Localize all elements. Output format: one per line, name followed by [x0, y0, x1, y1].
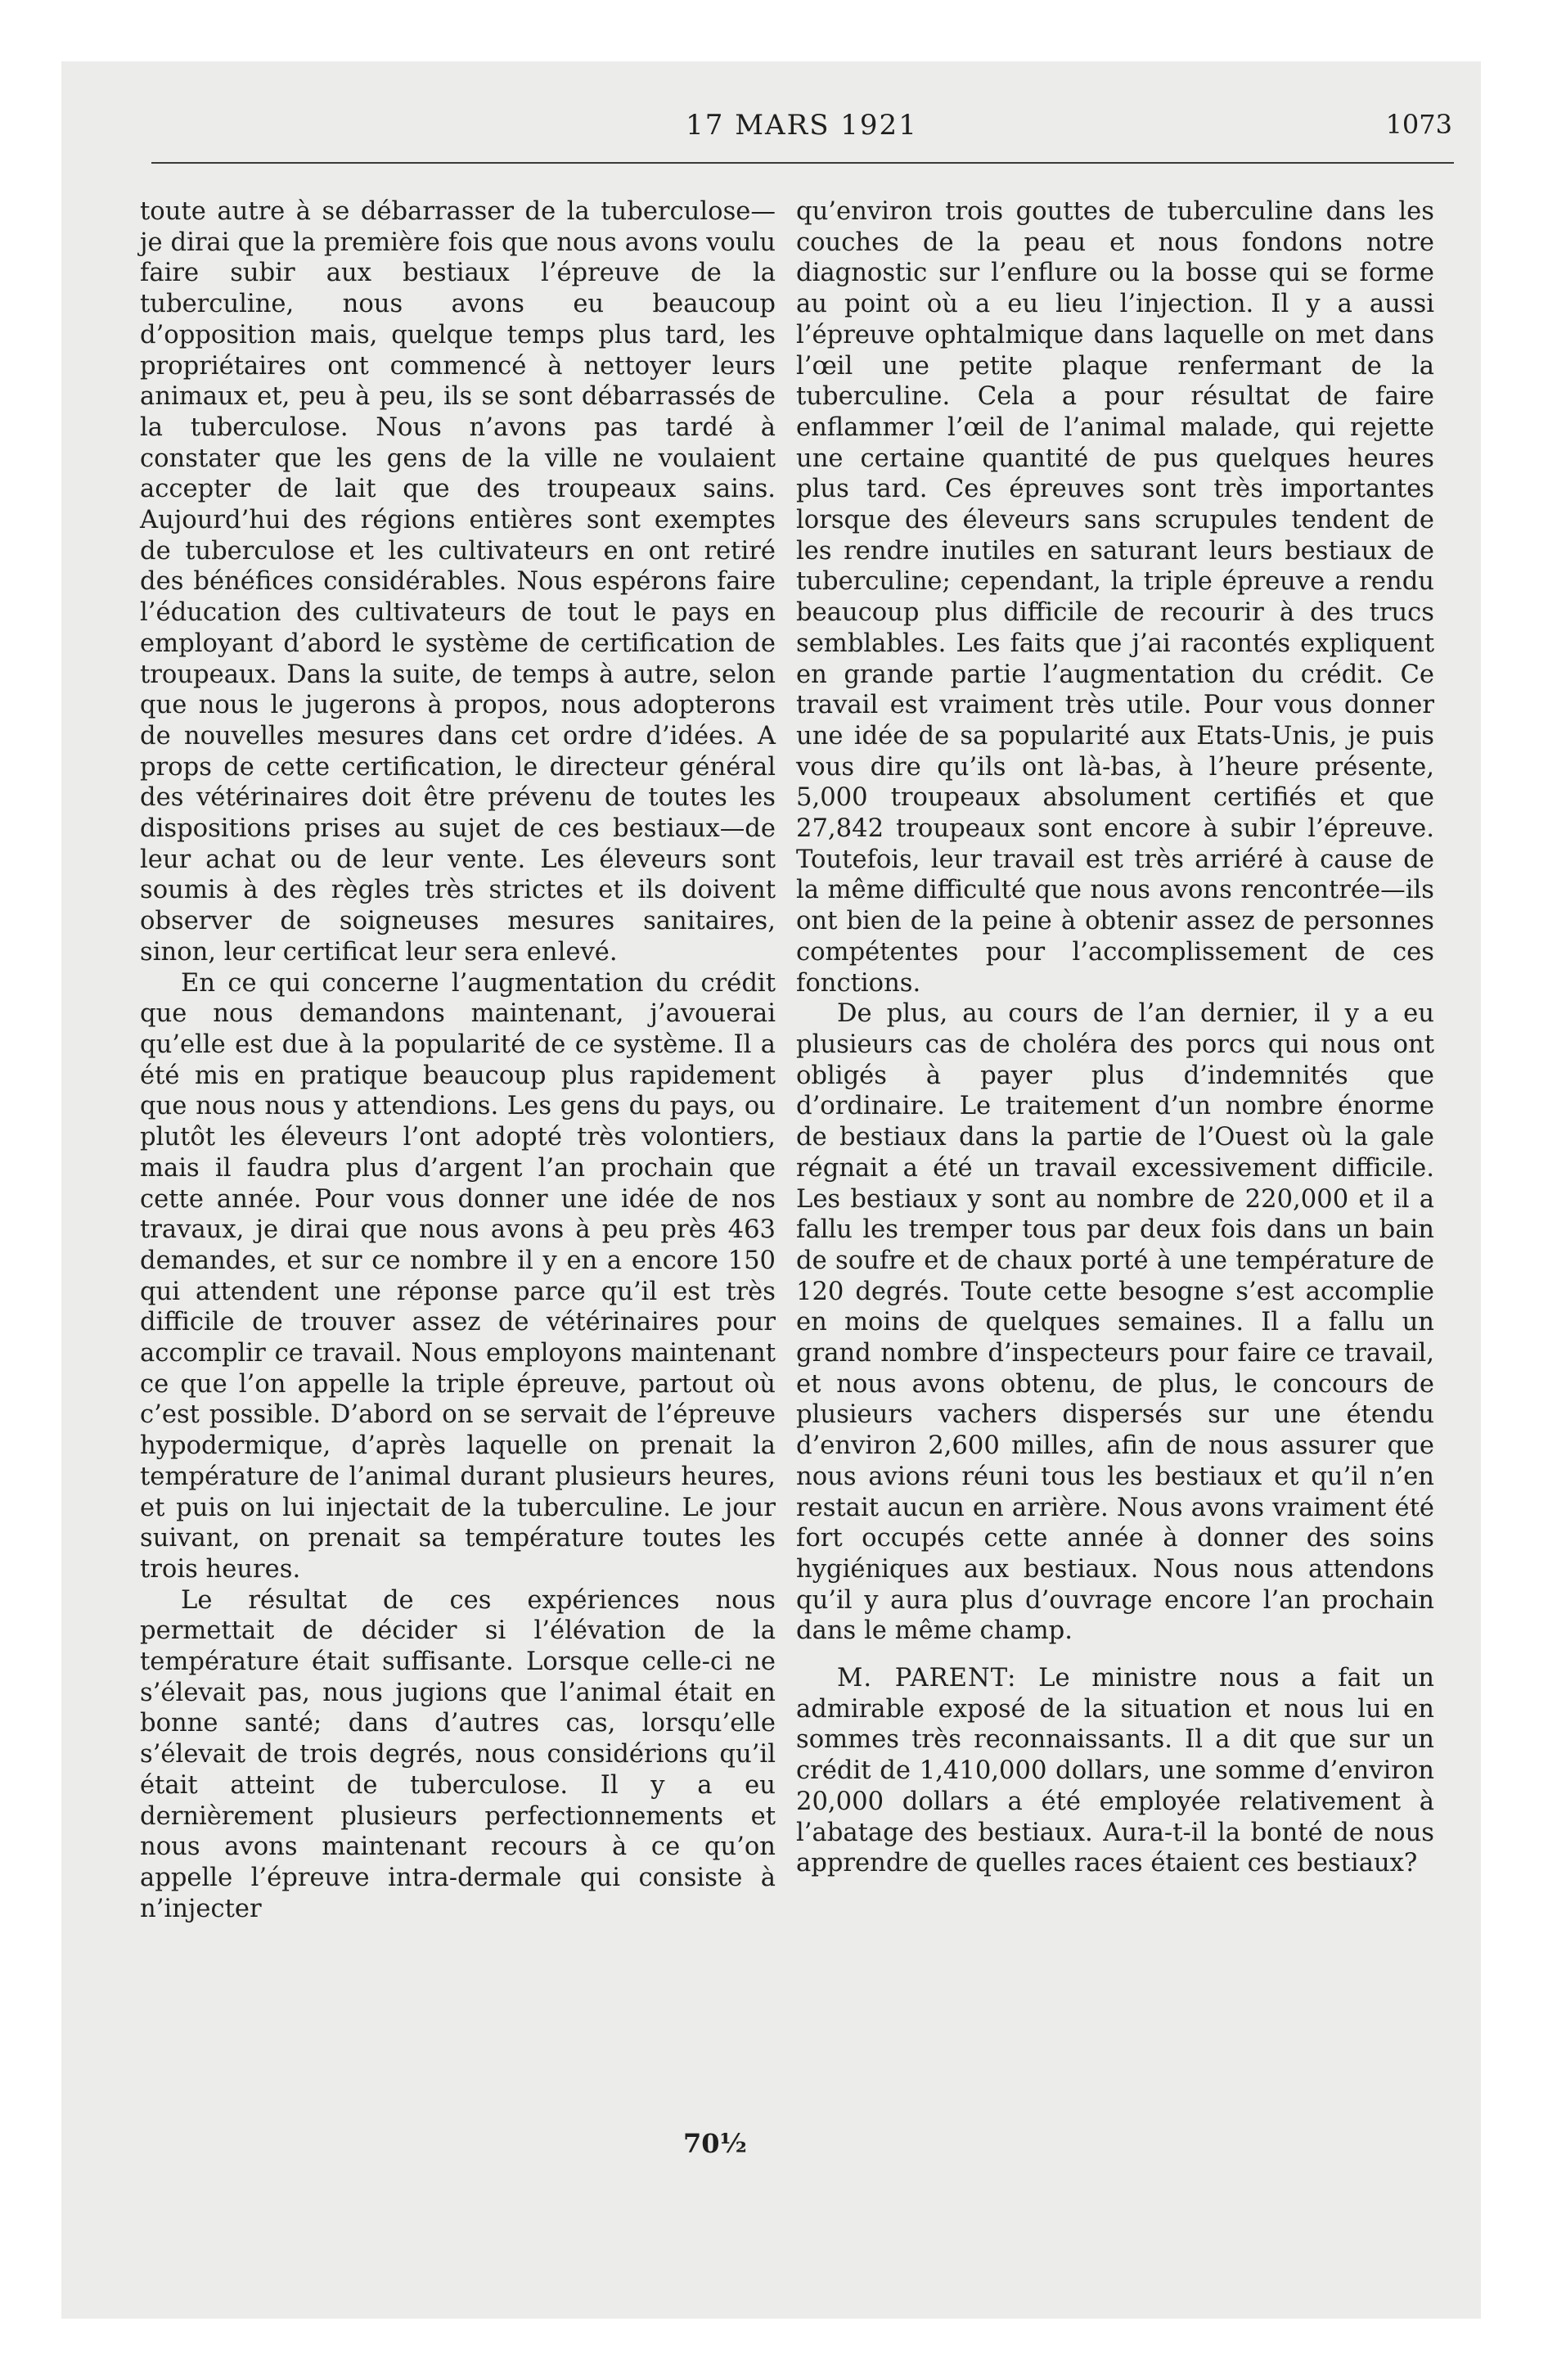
header-rule [151, 162, 1454, 164]
header-date: 17 MARS 1921 [686, 109, 918, 142]
right-paragraph-2: De plus, au cours de l’an dernier, il y a eu plusieurs cas de choléra des porcs qui nous ont obligés à payer plus d’indemnités que d’ordinaire. Le traitement d’un nombre énorme de bestiaux dans la partie de l’Ouest où la gale régnait a été un travail excessivement difficile. Les bestiaux y sont au nombre de 220,000 et il a fallu les tremper tous par deux fois dans un bain de soufre et de chaux porté à une température de 120 degrés. Toute cette besogne s’est accomplie en moins de quelques semaines. Il a fallu un grand nombre d’inspecteurs pour faire ce travail, et nous avons obtenu, de plus, le concours de plusieurs vachers dispersés sur une étendu d’environ 2,600 milles, afin de nous assurer que nous avions réuni tous les bestiaux et qu’il n’en restait aucun en arrière. Nous avons vraiment été fort occupés cette année à donner des soins hygiéniques aux bestiaux. Nous nous attendons qu’il y aura plus d’ouvrage encore l’an prochain dans le même champ. [796, 999, 1434, 1646]
page-header [151, 109, 1452, 158]
header-page-number: 1073 [1385, 109, 1452, 140]
speaker-text: Le ministre nous a fait un admirable exposé de la situation et nous lui en sommes très reconnaissants. Il a dit que sur un crédit de 1,410,000 dollars, une somme d’environ 20,000 dollars a été employée relativement à l’abatage des bestiaux. Aura-t-il la bonté de nous apprendre de quelles races étaient ces bestiaux? [796, 1664, 1434, 1878]
right-paragraph-1: qu’environ trois gouttes de tuberculine dans les couches de la peau et nous fondons notre diagnostic sur l’enflure ou la bosse qui se forme au point où a eu lieu l’injection. Il y a aussi l’épreuve ophtalmique dans laquelle on met dans l’œil une petite plaque renfermant de la tuberculine. Cela a pour résultat de faire enflammer l’œil de l’animal malade, qui rejette une certaine quantité de pus quelques heures plus tard. Ces épreuves sont très importantes lorsque des éleveurs sans scrupules tendent de les rendre inutiles en saturant leurs bestiaux de tuberculine; cependant, la triple épreuve a rendu beaucoup plus difficile de recourir à des trucs semblables. Les faits que j’ai racontés expliquent en grande partie l’augmentation du crédit. Ce travail est vraiment très utile. Pour vous donner une idée de sa popularité aux Etats-Unis, je puis vous dire qu’ils ont là-bas, à l’heure présente, 5,000 troupeaux absolument certifiés et que 27,842 troupeaux sont encore à subir l’épreuve. Toutefois, leur travail est très arriéré à cause de la même difficulté que nous avons rencontrée—ils ont bien de la peine à obtenir assez de personnes compétentes pour l’accomplissement de ces fonctions. [796, 197, 1434, 998]
right-column [796, 196, 1434, 1879]
right-paragraph-3 [796, 1663, 1434, 1879]
sheet-mark: 70½ [683, 2128, 747, 2159]
speaker-name: M. PARENT: [837, 1664, 1017, 1693]
document-page [61, 61, 1481, 2319]
left-paragraph-2: En ce qui concerne l’augmentation du crédit que nous demandons maintenant, j’avouerai qu’elle est due à la popularité de ce système. Il a été mis en pratique beaucoup plus rapidement que nous nous y attendions. Les gens du pays, ou plutôt les éleveurs l’ont adopté très volontiers, mais il faudra plus d’argent l’an prochain que cette année. Pour vous donner une idée de nos travaux, je dirai que nous avons à peu près 463 demandes, et sur ce nombre il y en a encore 150 qui attendent une réponse parce qu’il est très difficile de trouver assez de vétérinaires pour accomplir ce travail. Nous employons maintenant ce que l’on appelle la triple épreuve, partout où c’est possible. D’abord on se servait de l’épreuve hypodermique, d’après laquelle on prenait la température de l’animal durant plusieurs heures, et puis on lui injectait de la tuberculine. Le jour suivant, on prenait sa température toutes les trois heures. [140, 968, 776, 1584]
left-paragraph-1: toute autre à se débarrasser de la tuberculose—je dirai que la première fois que nous avons voulu faire subir aux bestiaux l’épreuve de la tuberculine, nous avons eu beaucoup d’opposition mais, quelque temps plus tard, les propriétaires ont commencé à nettoyer leurs animaux et, peu à peu, ils se sont débarrassés de la tuberculose. Nous n’avons pas tardé à constater que les gens de la ville ne voulaient accepter de lait que des troupeaux sains. Aujourd’hui des régions entières sont exemptes de tuberculose et les cultivateurs en ont retiré des bénéfices considérables. Nous espérons faire l’éducation des cultivateurs de tout le pays en employant d’abord le système de certification de troupeaux. Dans la suite, de temps à autre, selon que nous le jugerons à propos, nous adopterons de nouvelles mesures dans cet ordre d’idées. A props de cette certification, le directeur général des vétérinaires doit être prévenu de toutes les dispositions prises au sujet de ces bestiaux—de leur achat ou de leur vente. Les éleveurs sont soumis à des règles très strictes et ils doivent observer de soigneuses mesures sanitaires, sinon, leur certificat leur sera enlevé. [140, 197, 776, 967]
left-column [140, 196, 776, 1924]
left-paragraph-3: Le résultat de ces expériences nous permettait de décider si l’élévation de la température était suffisante. Lorsque celle-ci ne s’élevait pas, nous jugions que l’animal était en bonne santé; dans d’autres cas, lorsqu’elle s’élevait de trois degrés, nous considérions qu’il était atteint de tuberculose. Il y a eu dernièrement plusieurs perfectionnements et nous avons maintenant recours à ce qu’on appelle l’épreuve intra-dermale qui consiste à n’injecter [140, 1585, 776, 1923]
